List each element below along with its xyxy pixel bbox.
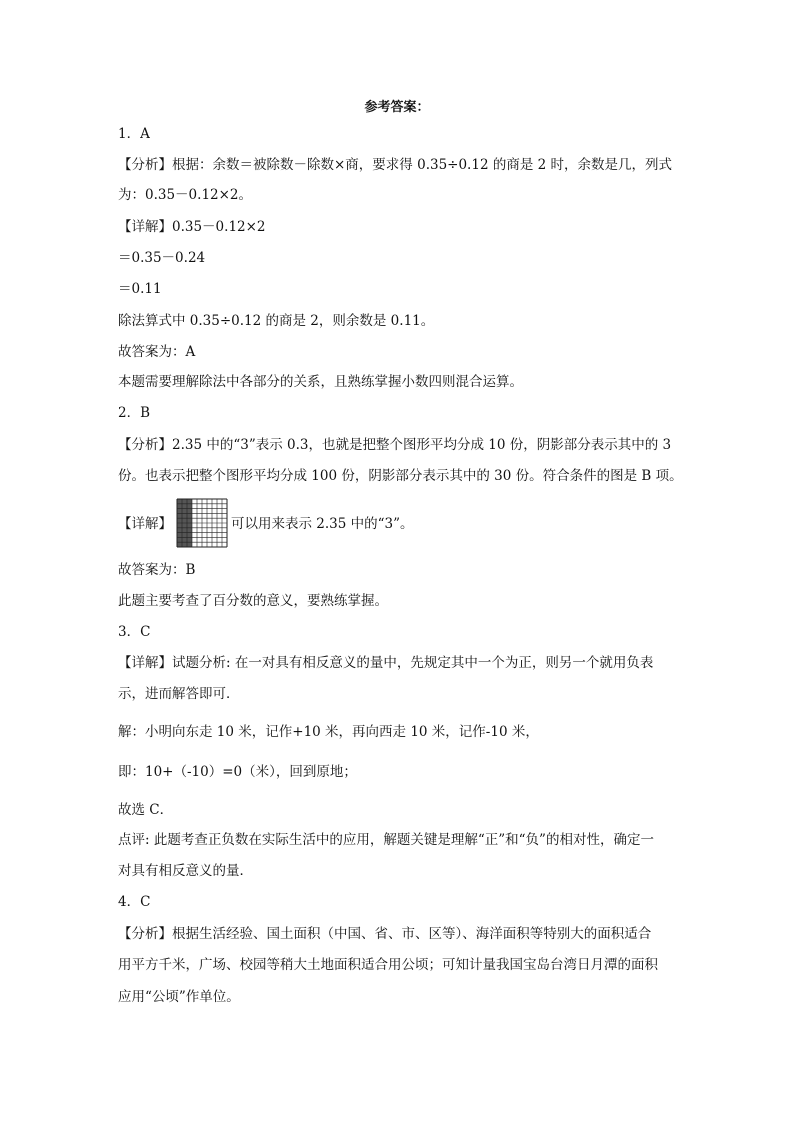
q2-answer: 故答案为：B	[118, 562, 196, 578]
q3-detail-line-2: 示，进而解答即可．	[118, 686, 240, 702]
q1-note: 本题需要理解除法中各部分的关系，且熟练掌握小数四则混合运算。	[118, 374, 523, 390]
q1-detail-line-4: 除法算式中 0.35÷0.12 的商是 2，则余数是 0.11。	[118, 313, 435, 329]
hundred-grid-svg	[176, 498, 228, 548]
q2-analysis-line-1: 【分析】2.35 中的“3”表示 0.3，也就是把整个图形平均分成 10 份，阴影部分表示其中的 3	[118, 437, 672, 453]
hundred-grid-figure	[176, 498, 228, 548]
q3-solution-line-1: 解：小明向东走 10 米，记作+10 米，再向西走 10 米，记作-10 米，	[118, 724, 539, 740]
q3-comment-line-2: 对具有相反意义的量．	[118, 863, 253, 879]
q2-detail-text: 可以用来表示 2.35 中的“3”。	[231, 516, 414, 532]
q2-number: 2．B	[118, 405, 151, 421]
q1-detail-line-2: ＝0.35－0.24	[118, 250, 206, 266]
q4-analysis-line-2: 用平方千米，广场、校园等稍大土地面积适合用公顷；可知计量我国宝岛台湾日月潭的面积	[118, 957, 658, 973]
q3-answer: 故选 C．	[118, 802, 174, 818]
q1-analysis-line-2: 为：0.35－0.12×2。	[118, 187, 253, 203]
q1-analysis-line-1: 【分析】根据：余数＝被除数－除数×商，要求得 0.35÷0.12 的商是 2 时，余数是几，列式	[118, 157, 672, 173]
q1-number: 1．A	[118, 126, 150, 142]
q4-analysis-line-1: 【分析】根据生活经验、国土面积（中国、省、市、区等）、海洋面积等特别大的面积适合	[118, 926, 652, 942]
q3-solution-line-2: 即：10+（-10）=0（米），回到原地；	[118, 764, 357, 780]
q1-answer: 故答案为：A	[118, 344, 196, 360]
q1-detail-line-1: 【详解】0.35－0.12×2	[118, 219, 266, 235]
page-title: 参考答案：	[364, 100, 430, 115]
q2-note: 此题主要考查了百分数的意义，要熟练掌握。	[118, 593, 388, 609]
q4-number: 4．C	[118, 894, 151, 910]
q1-detail-line-3: ＝0.11	[118, 281, 162, 297]
q3-number: 3．C	[118, 624, 151, 640]
q3-comment-line-1: 点评: 此题考查正负数在实际生活中的应用，解题关键是理解“正”和“负”的相对性，确定一	[118, 832, 654, 848]
q3-detail-line-1: 【详解】试题分析: 在一对具有相反意义的量中，先规定其中一个为正，则另一个就用负表	[118, 655, 654, 671]
q2-analysis-line-2: 份。也表示把整个图形平均分成 100 份，阴影部分表示其中的 30 份。符合条件的图是 B 项。	[118, 468, 683, 484]
q4-analysis-line-3: 应用“公顷”作单位。	[118, 989, 240, 1005]
q2-detail-label: 【详解】	[118, 516, 172, 532]
